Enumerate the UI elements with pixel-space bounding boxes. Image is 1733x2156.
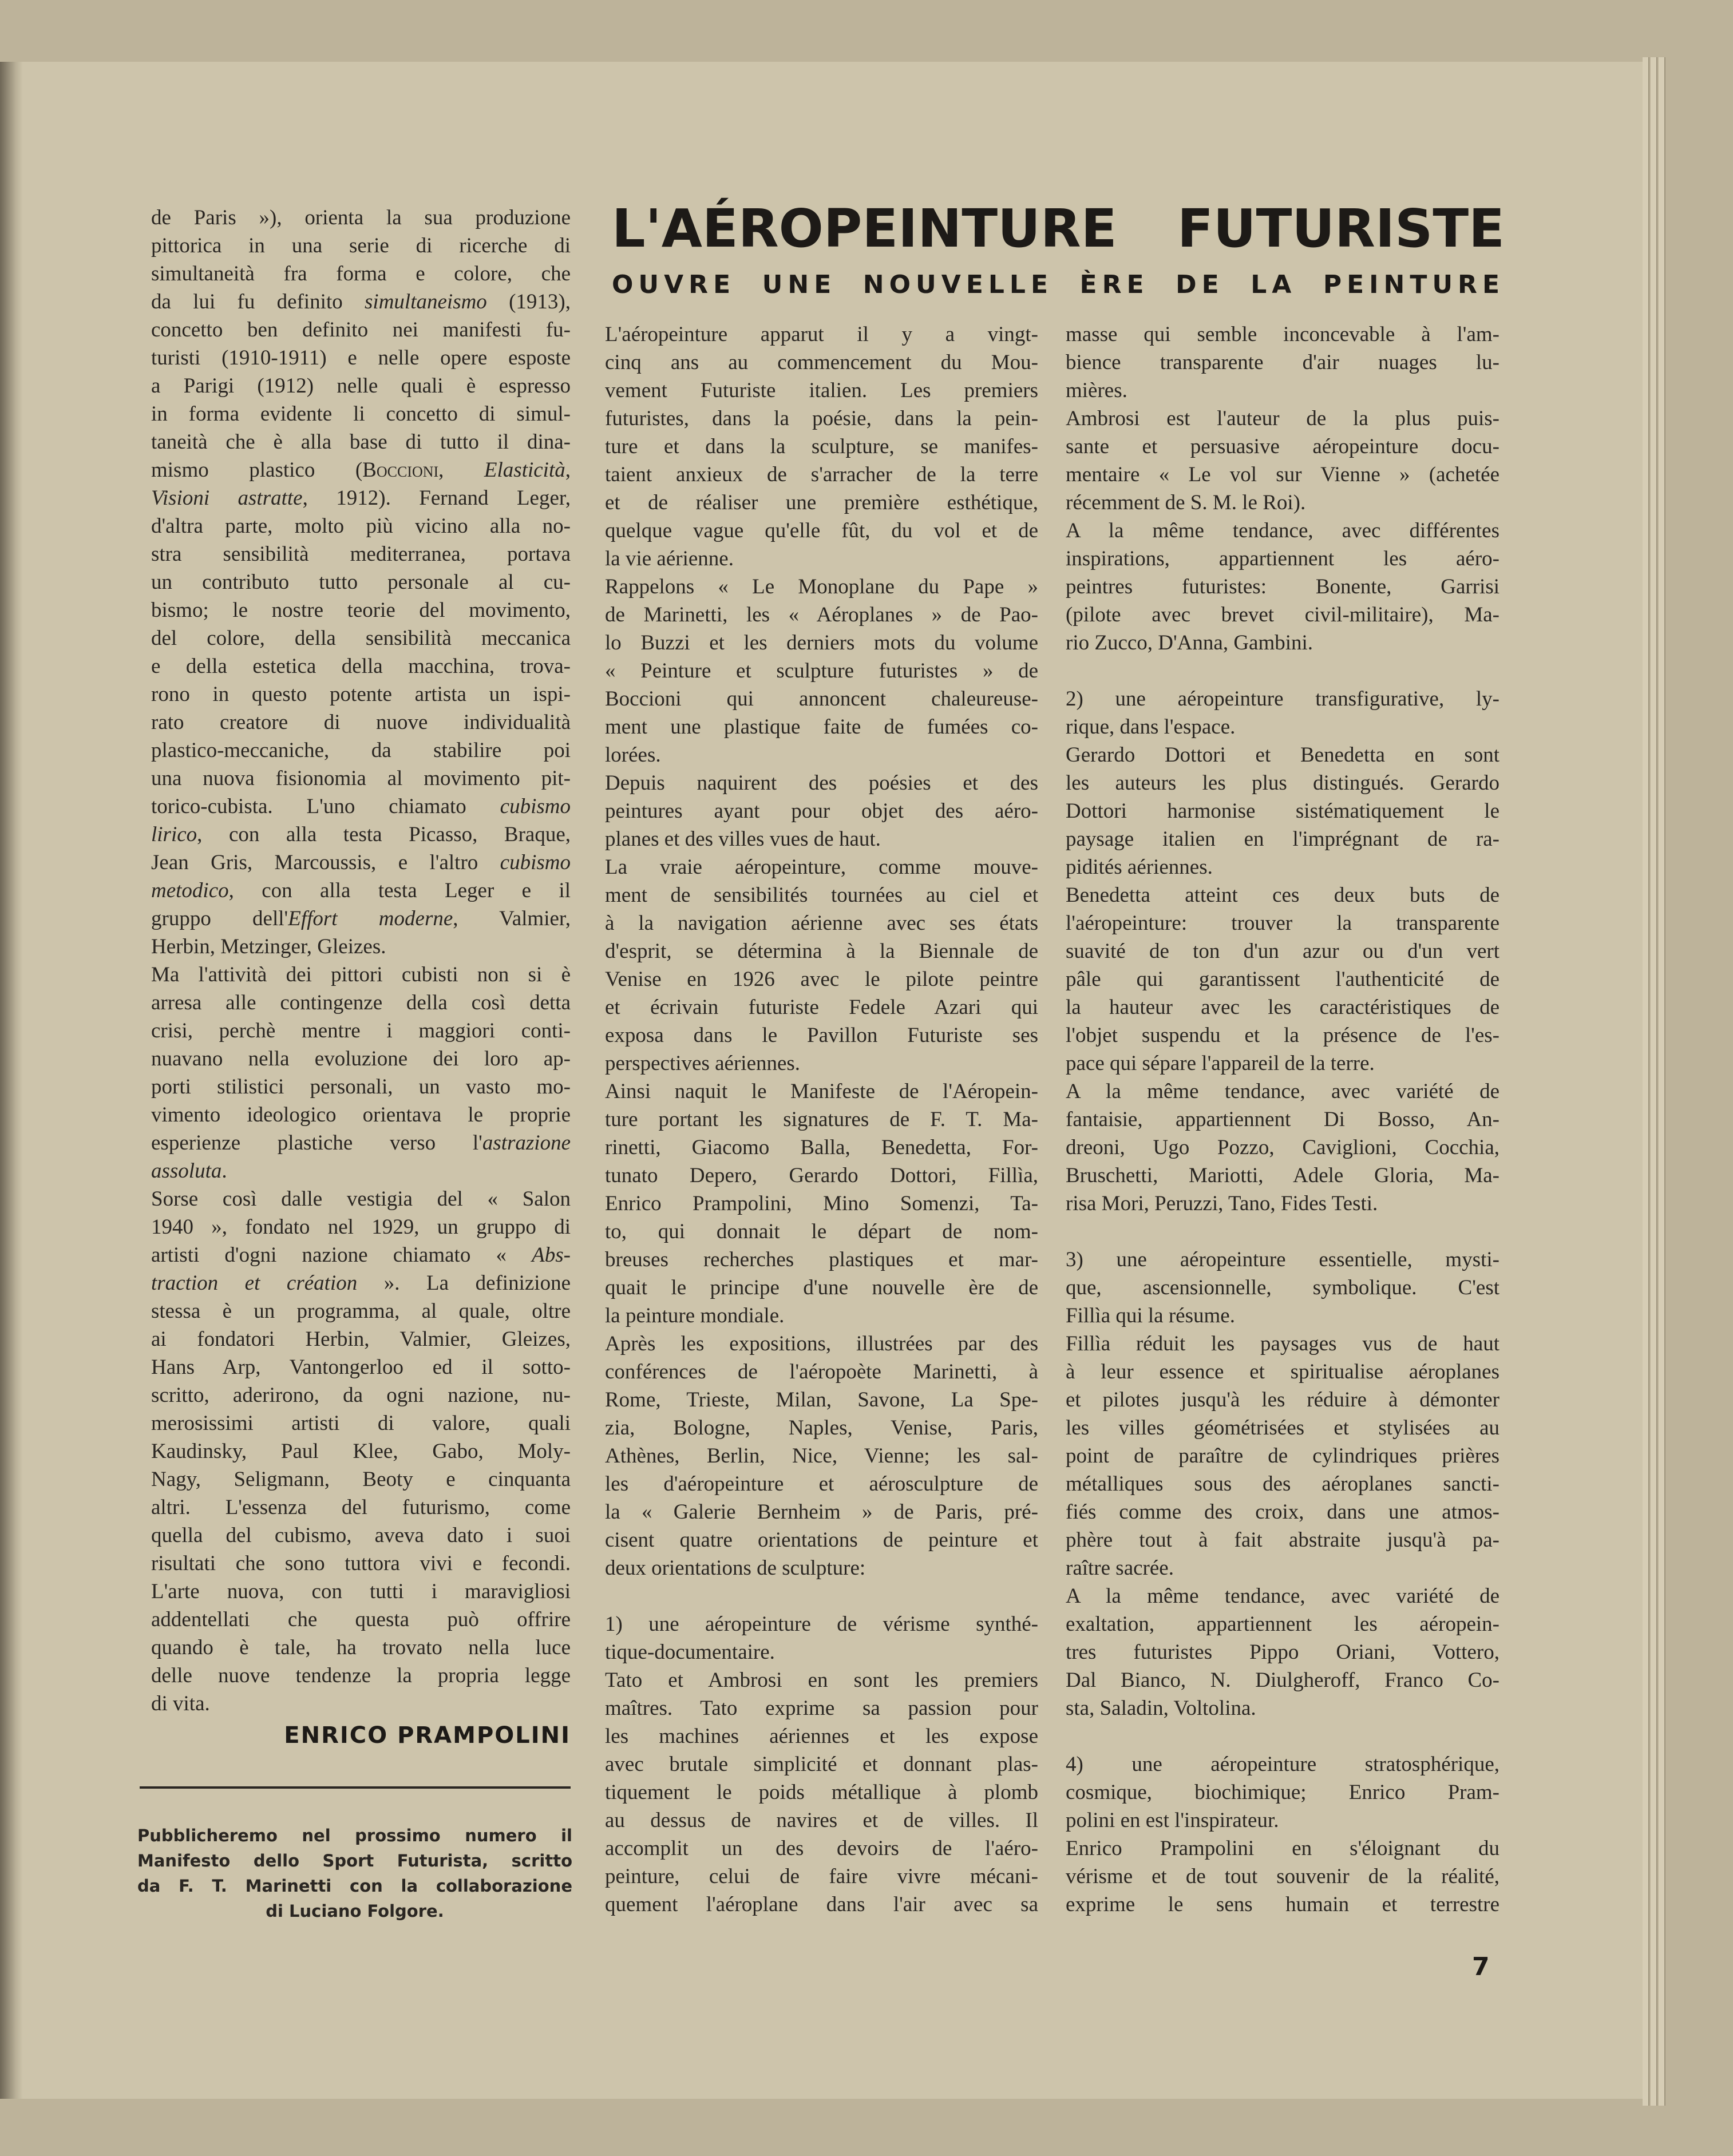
text-line: les machines aériennes et les expose xyxy=(605,1725,1038,1748)
text-line: point de paraître de cylindriques prières xyxy=(1066,1444,1499,1468)
text-line: gruppo dell'Effort moderne, Valmier, xyxy=(151,907,571,930)
text-line: merosissimi artisti di valore, quali xyxy=(151,1412,571,1435)
text-line: Hans Arp, Vantongerloo ed il sotto- xyxy=(151,1356,571,1379)
text-line: 2) une aéropeinture transfigurative, ly- xyxy=(1066,687,1499,711)
text-line: Kaudinsky, Paul Klee, Gabo, Moly- xyxy=(151,1440,571,1463)
note-line: Manifesto dello Sport Futurista, scritto xyxy=(137,1851,572,1870)
text-line: una nuova fisionomia al movimento pit- xyxy=(151,767,571,790)
blank-line xyxy=(1066,1218,1499,1246)
text-line: rinetti, Giacomo Balla, Benedetta, For- xyxy=(605,1136,1038,1159)
article-subtitle: OUVRE UNE NOUVELLE ÈRE DE LA PEINTURE xyxy=(612,270,1505,299)
text-line: de Paris »), orienta la sua produzione xyxy=(151,206,571,229)
text-line: Athènes, Berlin, Nice, Vienne; les sal- xyxy=(605,1444,1038,1468)
text-line: fantaisie, appartiennent Di Bosso, An- xyxy=(1066,1108,1499,1131)
text-line: futuristes, dans la poésie, dans la pein- xyxy=(605,407,1038,430)
text-line: pittorica in una serie di ricerche di xyxy=(151,234,571,257)
text-line: mentaire « Le vol sur Vienne » (achetée xyxy=(1066,463,1499,486)
text-line: lorées. xyxy=(605,743,661,767)
text-line: traction et création ». La definizione xyxy=(151,1271,571,1295)
text-line: porti stilistici personali, un vasto mo- xyxy=(151,1075,571,1099)
text-line: Ma l'attività dei pittori cubisti non si è xyxy=(151,963,571,986)
text-line: l'aéropeinture: trouver la transparente xyxy=(1066,911,1499,935)
text-line: les villes géométrisées et stylisées au xyxy=(1066,1416,1499,1440)
text-line: exposa dans le Pavillon Futuriste ses xyxy=(605,1024,1038,1047)
text-line: et de réaliser une première esthétique, xyxy=(605,491,1038,514)
text-line: L'arte nuova, con tutti i maravigliosi xyxy=(151,1580,571,1603)
text-line: assoluta. xyxy=(151,1159,227,1183)
text-line: la « Galerie Bernheim » de Paris, pré- xyxy=(605,1500,1038,1524)
text-line: quelque vague qu'elle fût, du vol et de xyxy=(605,519,1038,542)
text-line: ture et dans la sculpture, se manifes- xyxy=(605,435,1038,458)
text-line: Fillìa qui la résume. xyxy=(1066,1304,1235,1327)
text-line: Fillìa réduit les paysages vus de haut xyxy=(1066,1332,1499,1356)
text-line: stra sensibilità mediterranea, portava xyxy=(151,542,571,566)
text-line: torico-cubista. L'uno chiamato cubismo xyxy=(151,795,571,818)
text-line: peintres futuristes: Bonente, Garrisi xyxy=(1066,575,1499,599)
text-line: rato creatore di nuove individualità xyxy=(151,711,571,734)
text-line: et pilotes jusqu'à les réduire à démonter xyxy=(1066,1388,1499,1412)
text-line: d'esprit, se détermina à la Biennale de xyxy=(605,940,1038,963)
text-line: ai fondatori Herbin, Valmier, Gleizes, xyxy=(151,1327,571,1351)
text-line: vimento ideologico orientava le proprie xyxy=(151,1103,571,1127)
text-line: scritto, aderirono, da ogni nazione, nu- xyxy=(151,1384,571,1407)
text-line: concetto ben definito nei manifesti fu- xyxy=(151,318,571,342)
text-line: Bruschetti, Mariotti, Adele Gloria, Ma- xyxy=(1066,1164,1499,1187)
text-line: to, qui donnait le départ de nom- xyxy=(605,1220,1038,1243)
blank-line xyxy=(605,1582,1038,1610)
text-line: les auteurs les plus distingués. Gerardo xyxy=(1066,771,1499,795)
text-line: pidités aériennes. xyxy=(1066,855,1213,879)
text-line: les d'aéropeinture et aérosculpture de xyxy=(605,1472,1038,1496)
blank-line xyxy=(1066,1722,1499,1750)
text-line: d'altra parte, molto più vicino alla no- xyxy=(151,514,571,538)
text-line: vement Futuriste italien. Les premiers xyxy=(605,379,1038,402)
text-line: phère tout à fait abstraite jusqu'à pa- xyxy=(1066,1528,1499,1552)
text-line: risa Mori, Peruzzi, Tano, Fides Testi. xyxy=(1066,1192,1378,1215)
text-line: Depuis naquirent des poésies et des xyxy=(605,771,1038,795)
text-line: peintures ayant pour objet des aéro- xyxy=(605,799,1038,823)
text-line: quando è tale, ha trovato nella luce xyxy=(151,1636,571,1659)
text-line: la peinture mondiale. xyxy=(605,1304,785,1327)
text-line: metodico, con alla testa Leger e il xyxy=(151,879,571,902)
text-line: fiés comme des croix, dans une atmos- xyxy=(1066,1500,1499,1524)
text-line: deux orientations de sculpture: xyxy=(605,1556,866,1580)
text-line: exaltation, appartiennent les aéropein- xyxy=(1066,1612,1499,1636)
text-line: addentellati che questa può offrire xyxy=(151,1608,571,1631)
text-line: lo Buzzi et les derniers mots du volume xyxy=(605,631,1038,655)
text-line: de Marinetti, les « Aéroplanes » de Pao- xyxy=(605,603,1038,627)
text-line: artisti d'ogni nazione chiamato « Abs- xyxy=(151,1243,571,1267)
text-line: rono in questo potente artista un ispi- xyxy=(151,683,571,706)
text-line: breuses recherches plastiques et mar- xyxy=(605,1248,1038,1271)
text-line: Tato et Ambrosi en sont les premiers xyxy=(605,1668,1038,1692)
text-line: A la même tendance, avec variété de xyxy=(1066,1584,1499,1608)
editorial-note xyxy=(137,1823,572,1924)
text-line: del colore, della sensibilità meccanica xyxy=(151,627,571,650)
note-line: di Luciano Folgore. xyxy=(266,1901,444,1921)
text-line: à leur essence et spiritualise aéroplanes xyxy=(1066,1360,1499,1384)
text-line: mismo plastico (Boccioni, Elasticità, xyxy=(151,458,571,482)
text-line: La vraie aéropeinture, comme mouve- xyxy=(605,855,1038,879)
text-line: inspirations, appartiennent les aéro- xyxy=(1066,547,1499,570)
text-line: taneità che è alla base di tutto il dina- xyxy=(151,430,571,454)
text-line: A la même tendance, avec variété de xyxy=(1066,1080,1499,1103)
text-line: (pilote avec brevet civil-militaire), Ma- xyxy=(1066,603,1499,627)
text-line: cisent quatre orientations de peinture et xyxy=(605,1528,1038,1552)
text-line: récemment de S. M. le Roi). xyxy=(1066,491,1306,514)
text-line: ture portant les signatures de F. T. Ma- xyxy=(605,1108,1038,1131)
text-line: polini en est l'inspirateur. xyxy=(1066,1809,1279,1832)
text-line: perspectives aériennes. xyxy=(605,1052,801,1075)
text-line: taient anxieux de s'arracher de la terre xyxy=(605,463,1038,486)
text-line: di vita. xyxy=(151,1692,210,1715)
text-line: conférences de l'aéropoète Marinetti, à xyxy=(605,1360,1038,1384)
note-line: da F. T. Marinetti con la collaborazione xyxy=(137,1876,572,1896)
text-line: Boccioni qui annoncent chaleureuse- xyxy=(605,687,1038,711)
text-line: tunato Depero, Gerardo Dottori, Fillìa, xyxy=(605,1164,1038,1187)
text-line: planes et des villes vues de haut. xyxy=(605,827,881,851)
text-line: suavité de ton d'un azur ou d'un vert xyxy=(1066,940,1499,963)
page-stack-edges xyxy=(1643,57,1677,2106)
text-line: bismo; le nostre teorie del movimento, xyxy=(151,599,571,622)
author-signature: ENRICO PRAMPOLINI xyxy=(284,1722,571,1749)
text-line: A la même tendance, avec différentes xyxy=(1066,519,1499,542)
text-line: cosmique, biochimique; Enrico Pram- xyxy=(1066,1781,1499,1804)
text-line: maîtres. Tato exprime sa passion pour xyxy=(605,1697,1038,1720)
text-line: peinture, celui de faire vivre mécani- xyxy=(605,1865,1038,1888)
divider-rule xyxy=(140,1786,571,1789)
text-line: 3) une aéropeinture essentielle, mysti- xyxy=(1066,1248,1499,1271)
text-line: sta, Saladin, Voltolina. xyxy=(1066,1697,1256,1720)
text-line: à la navigation aérienne avec ses états xyxy=(605,911,1038,935)
page-number: 7 xyxy=(1472,1952,1490,1981)
text-line: Enrico Prampolini, Mino Somenzi, Ta- xyxy=(605,1192,1038,1215)
text-line: L'aéropeinture apparut il y a vingt- xyxy=(605,323,1038,346)
text-line: e della estetica della macchina, trova- xyxy=(151,655,571,678)
binding-shadow xyxy=(0,62,23,2099)
text-line: la vie aérienne. xyxy=(605,547,734,570)
text-line: simultaneità fra forma e colore, che xyxy=(151,262,571,286)
text-line: arresa alle contingenze della così detta xyxy=(151,991,571,1014)
text-line: sante et persuasive aéropeinture docu- xyxy=(1066,435,1499,458)
text-line: lirico, con alla testa Picasso, Braque, xyxy=(151,823,571,846)
text-line: quait le principe d'une nouvelle ère de xyxy=(605,1276,1038,1299)
text-line: Nagy, Seligmann, Beoty e cinquanta xyxy=(151,1468,571,1491)
text-line: mières. xyxy=(1066,379,1127,402)
text-line: Herbin, Metzinger, Gleizes. xyxy=(151,935,386,958)
text-line: accomplit un des devoirs de l'aéro- xyxy=(605,1837,1038,1860)
text-line: dreoni, Ugo Pozzo, Caviglioni, Cocchia, xyxy=(1066,1136,1499,1159)
text-line: la hauteur avec les caractéristiques de xyxy=(1066,996,1499,1019)
text-line: et écrivain futuriste Fedele Azari qui xyxy=(605,996,1038,1019)
text-line: tiquement le poids métallique à plomb xyxy=(605,1781,1038,1804)
text-line: métalliques sous des aéroplanes sancti- xyxy=(1066,1472,1499,1496)
text-line: au dessus de navires et de villes. Il xyxy=(605,1809,1038,1832)
text-line: exprime le sens humain et terrestre xyxy=(1066,1893,1499,1916)
column-right xyxy=(1066,320,1499,1919)
text-line: 1) une aéropeinture de vérisme synthé- xyxy=(605,1612,1038,1636)
text-line: esperienze plastiche verso l'astrazione xyxy=(151,1131,571,1155)
text-line: Sorse così dalle vestigia del « Salon xyxy=(151,1187,571,1211)
text-line: Après les expositions, illustrées par des xyxy=(605,1332,1038,1356)
text-line: ment de sensibilités tournées au ciel et xyxy=(605,883,1038,907)
text-line: Jean Gris, Marcoussis, e l'altro cubismo xyxy=(151,851,571,874)
text-line: tres futuristes Pippo Oriani, Vottero, xyxy=(1066,1640,1499,1664)
text-line: crisi, perchè mentre i maggiori conti- xyxy=(151,1019,571,1043)
text-line: Gerardo Dottori et Benedetta en sont xyxy=(1066,743,1499,767)
text-line: paysage italien en l'imprégnant de ra- xyxy=(1066,827,1499,851)
text-line: quement l'aéroplane dans l'air avec sa xyxy=(605,1893,1038,1916)
text-line: Rome, Trieste, Milan, Savone, La Spe- xyxy=(605,1388,1038,1412)
text-line: Dottori harmonise sistématiquement le xyxy=(1066,799,1499,823)
text-line: risultati che sono tuttora vivi e fecondi. xyxy=(151,1552,571,1575)
text-line: Ambrosi est l'auteur de la plus puis- xyxy=(1066,407,1499,430)
column-middle xyxy=(605,320,1038,1919)
text-line: que, ascensionnelle, symbolique. C'est xyxy=(1066,1276,1499,1299)
text-line: 1940 », fondato nel 1929, un gruppo di xyxy=(151,1215,571,1239)
text-line: plastico-meccaniche, da stabilire poi xyxy=(151,739,571,762)
text-line: un contributo tutto personale al cu- xyxy=(151,570,571,594)
text-line: cinq ans au commencement du Mou- xyxy=(605,351,1038,374)
text-line: ment une plastique faite de fumées co- xyxy=(605,715,1038,739)
article-title: L'AÉROPEINTURE FUTURISTE xyxy=(612,198,1505,259)
text-line: quella del cubismo, aveva dato i suoi xyxy=(151,1524,571,1547)
text-line: Benedetta atteint ces deux buts de xyxy=(1066,883,1499,907)
text-line: vérisme et de tout souvenir de la réalité, xyxy=(1066,1865,1499,1888)
text-line: turisti (1910-1911) e nelle opere esposte xyxy=(151,346,571,370)
text-line: Rappelons « Le Monoplane du Pape » xyxy=(605,575,1038,599)
text-line: in forma evidente li concetto di simul- xyxy=(151,402,571,426)
text-line: a Parigi (1912) nelle quali è espresso xyxy=(151,374,571,398)
text-line: avec brutale simplicité et donnant plas- xyxy=(605,1753,1038,1776)
text-line: raître sacrée. xyxy=(1066,1556,1174,1580)
text-line: pace qui sépare l'appareil de la terre. xyxy=(1066,1052,1375,1075)
text-line: bience transparente d'air nuages lu- xyxy=(1066,351,1499,374)
text-line: Visioni astratte, 1912). Fernand Leger, xyxy=(151,486,571,510)
text-line: Venise en 1926 avec le pilote peintre xyxy=(605,968,1038,991)
blank-line xyxy=(1066,657,1499,685)
text-line: Dal Bianco, N. Diulgheroff, Franco Co- xyxy=(1066,1668,1499,1692)
text-line: masse qui semble inconcevable à l'am- xyxy=(1066,323,1499,346)
text-line: stessa è un programma, al quale, oltre xyxy=(151,1299,571,1323)
text-line: nuavano nella evoluzione dei loro ap- xyxy=(151,1047,571,1071)
text-line: tique-documentaire. xyxy=(605,1640,775,1664)
text-line: pâle qui garantissent l'authenticité de xyxy=(1066,968,1499,991)
text-line: rio Zucco, D'Anna, Gambini. xyxy=(1066,631,1313,655)
text-line: rique, dans l'espace. xyxy=(1066,715,1236,739)
column-left xyxy=(151,204,571,1718)
text-line: zia, Bologne, Naples, Venise, Paris, xyxy=(605,1416,1038,1440)
text-line: « Peinture et sculpture futuristes » de xyxy=(605,659,1038,683)
text-line: Ainsi naquit le Manifeste de l'Aéropein- xyxy=(605,1080,1038,1103)
text-line: delle nuove tendenze la propria legge xyxy=(151,1664,571,1687)
note-line: Pubblicheremo nel prossimo numero il xyxy=(137,1826,572,1845)
text-line: Enrico Prampolini en s'éloignant du xyxy=(1066,1837,1499,1860)
text-line: da lui fu definito simultaneismo (1913), xyxy=(151,290,571,314)
text-line: altri. L'essenza del futurismo, come xyxy=(151,1496,571,1519)
text-line: 4) une aéropeinture stratosphérique, xyxy=(1066,1753,1499,1776)
text-line: l'objet suspendu et la présence de l'es- xyxy=(1066,1024,1499,1047)
